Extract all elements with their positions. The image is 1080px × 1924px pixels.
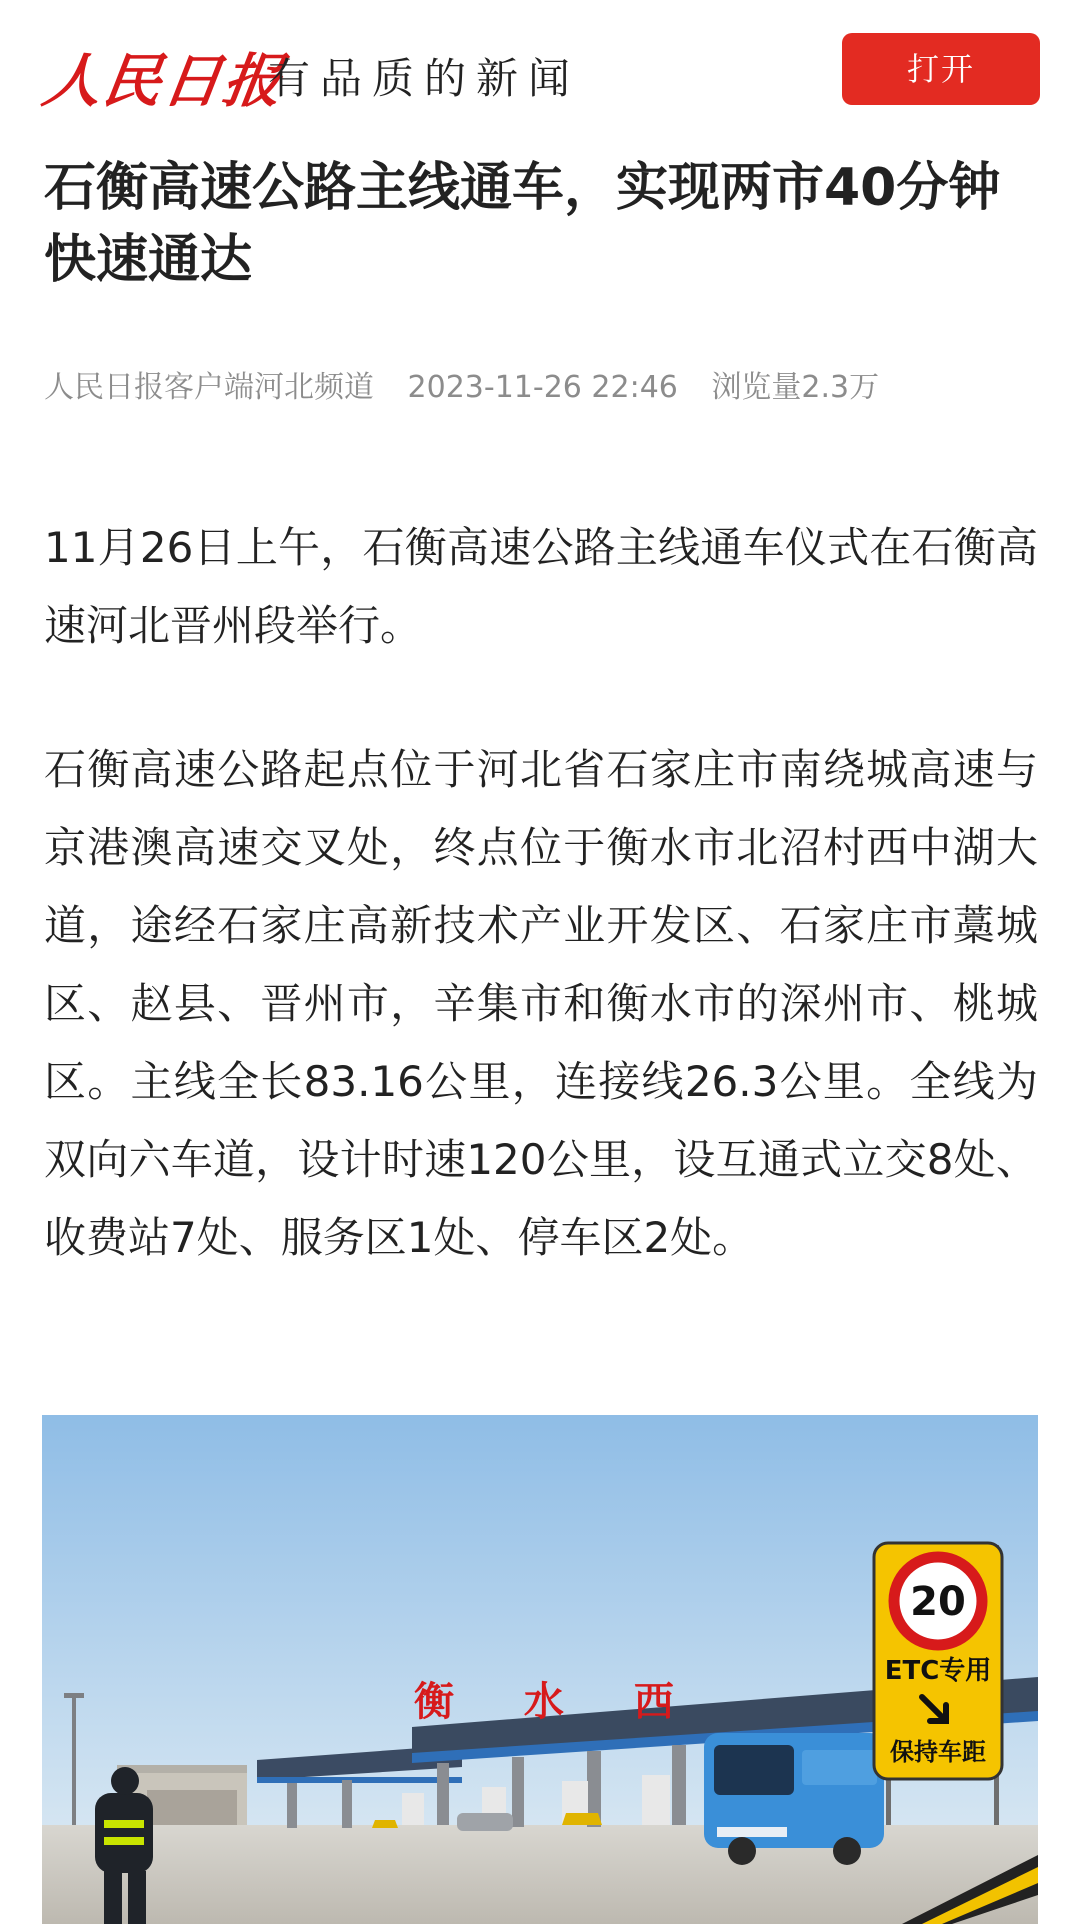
etc-label: ETC专用	[884, 1656, 992, 1686]
article-views: 浏览量2.3万	[711, 370, 880, 405]
article-photo[interactable]	[42, 1415, 1038, 1924]
article-paragraph: 石衡高速公路起点位于河北省石家庄市南绕城高速与京港澳高速交叉处，终点位于衡水市北沼村西中湖大道，途经石家庄高新技术产业开发区、石家庄市藁城区、赵县、晋州市，辛集市和衡水市的深州市、桃城区。主线全长83.16公里，连接线26.3公里。全线为双向六车道，设计时速120公里，设互通式立交8处、收费站7处、服务区1处、停车区2处。	[44, 745, 1038, 1262]
keep-distance-label: 保持车距	[890, 1738, 986, 1766]
article-datetime: 2023-11-26 22:46	[407, 370, 678, 405]
bus	[704, 1733, 884, 1865]
street-lamp	[72, 1695, 76, 1825]
open-app-button[interactable]: 打开	[842, 33, 1040, 105]
article-title: 石衡高速公路主线通车，实现两市40分钟快速通达	[44, 158, 1001, 290]
article-source[interactable]: 人民日报客户端河北频道	[44, 370, 374, 405]
road	[42, 1825, 1038, 1924]
app-header	[0, 0, 1080, 140]
article-paragraph: 11月26日上午，石衡高速公路主线通车仪式在石衡高速河北晋州段举行。	[44, 523, 1038, 650]
article-meta	[44, 362, 1044, 406]
car	[457, 1813, 513, 1831]
speed-limit-number: 20	[910, 1579, 966, 1625]
header-slogan: 有品质的新闻	[268, 54, 581, 103]
toll-station-name: 衡 水 西	[414, 1678, 702, 1725]
peoples-daily-logo: 人民日报	[38, 47, 289, 115]
